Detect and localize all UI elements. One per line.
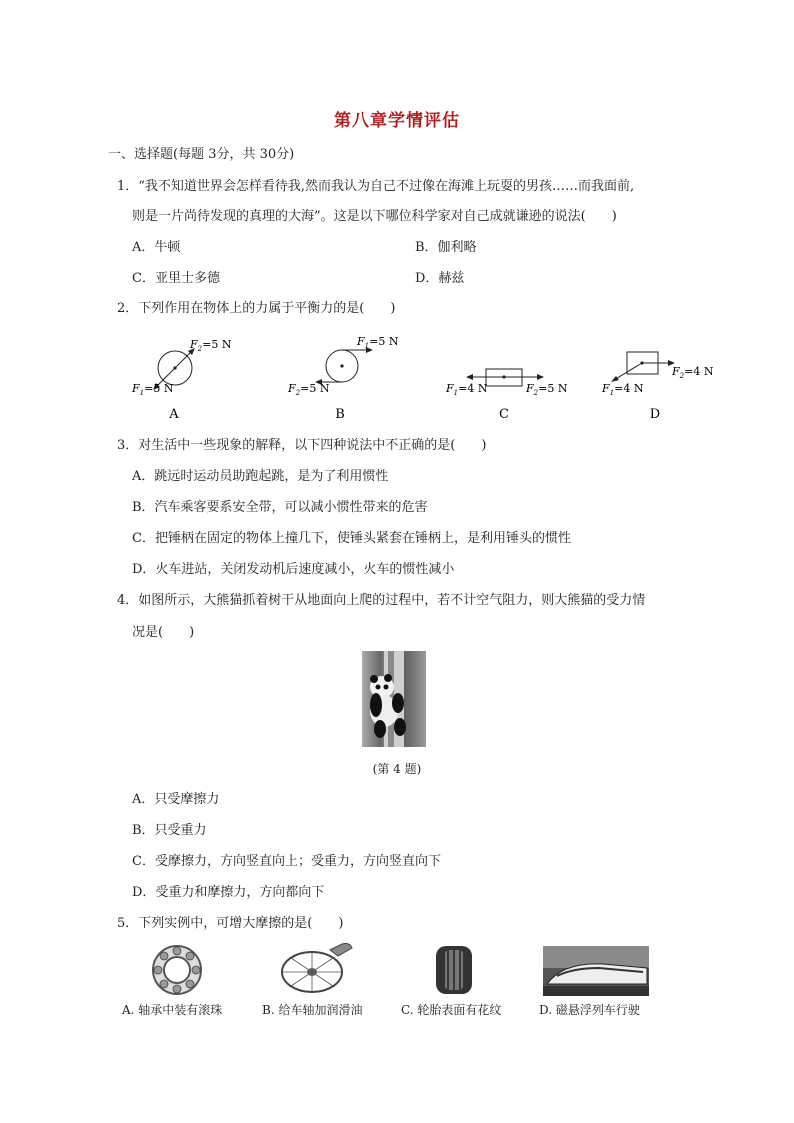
svg-text:F2=5 N (287, 382, 330, 397)
fig-b-f2-symbol: F (288, 382, 296, 395)
q1-stem-line1: 1．“我不知道世界会怎样看待我,然而我认为自己不过像在海滩上玩耍的男孩……而我面前, (117, 179, 635, 194)
fig-d-f1-value: =4 N (614, 382, 644, 395)
wheel-oiling-icon (278, 940, 360, 996)
q4-option-d: D．受重力和摩擦力，方向都向下 (132, 885, 325, 900)
fig-d-f2-symbol: F (672, 365, 680, 378)
q2-figure-d (600, 332, 715, 424)
fig-a-f1-value: =5 N (144, 382, 174, 395)
panda-icon (362, 651, 426, 747)
panda-climbing-tree-photo (362, 651, 426, 747)
svg-text:F2=5 N (525, 382, 568, 397)
fig-d-f2-sub: 2 (679, 372, 685, 380)
fig-a-f2-sub: 2 (197, 345, 203, 353)
fig-a-f2-symbol: F (190, 338, 198, 351)
page-title: 第八章学情评估 (334, 111, 460, 131)
fig-c-label: C (499, 407, 509, 422)
svg-text:F1=5 N (356, 335, 399, 350)
fig-b-label: B (335, 407, 345, 422)
fig-c-f2-symbol: F (526, 382, 534, 395)
q3-option-d: D．火车进站，关闭发动机后速度减小，火车的惯性减小 (132, 562, 455, 577)
fig-c-f1-sub: 1 (453, 389, 459, 397)
fig-a-f1-sub: 1 (139, 389, 145, 397)
fig-a-f1-symbol: F (132, 382, 140, 395)
q5-option-a: A. 轴承中装有滚珠 (122, 1003, 223, 1017)
q5-stem: 5．下列实例中，可增大摩擦的是( ) (117, 916, 344, 931)
q4-option-c: C．受摩擦力，方向竖直向上；受重力，方向竖直向下 (132, 854, 441, 869)
svg-text:F1=5 N (131, 382, 174, 397)
q2-figure-a (128, 332, 232, 424)
maglev-train-icon (543, 946, 649, 996)
q1-option-c: C．亚里士多德 (132, 271, 220, 286)
q4-option-a: A．只受摩擦力 (132, 792, 220, 807)
svg-text:F2=4 N (671, 365, 714, 380)
fig-b-f1-sub: 1 (364, 342, 370, 350)
section-heading: 一、选择题(每题 3分，共 30分) (108, 147, 295, 162)
q2-figure-b (285, 332, 399, 424)
fig-c-f1-value: =4 N (458, 382, 488, 395)
fig-b-f1-symbol: F (357, 335, 365, 348)
q1-option-b: B．伽利略 (415, 240, 477, 255)
q3-option-a: A．跳远时运动员助跑起跳，是为了利用惯性 (132, 469, 389, 484)
fig-d-f2-value: =4 N (684, 365, 714, 378)
fig-c-f1-symbol: F (446, 382, 454, 395)
q4-stem-line1: 4．如图所示，大熊猫抓着树干从地面向上爬的过程中，若不计空气阻力，则大熊猫的受力情 (117, 593, 646, 608)
q1-option-a: A．牛顿 (132, 240, 181, 255)
fig-b-f2-sub: 2 (295, 389, 301, 397)
fig-d-f1-symbol: F (602, 382, 610, 395)
q5-option-c: C. 轮胎表面有花纹 (401, 1003, 502, 1017)
q3-option-b: B．汽车乘客要系安全带，可以减小惯性带来的危害 (132, 500, 428, 515)
q4-figure-caption: (第 4 题) (372, 762, 422, 776)
tire-tread-icon (432, 944, 476, 996)
q5-option-b: B. 给车轴加润滑油 (262, 1003, 363, 1017)
fig-c-f2-sub: 2 (533, 389, 539, 397)
fig-b-f1-value: =5 N (369, 335, 399, 348)
q1-stem-line2: 则是一片尚待发现的真理的大海”。这是以下哪位科学家对自己成就谦逊的说法( ) (132, 209, 617, 224)
q4-stem-line2: 况是( ) (132, 625, 195, 640)
fig-a-label: A (169, 407, 179, 422)
q3-option-c: C．把锤柄在固定的物体上撞几下，使锤头紧套在锤柄上，是利用锤头的惯性 (132, 531, 571, 546)
q1-option-d: D．赫兹 (415, 271, 465, 286)
q2-figure-c (442, 332, 572, 424)
q4-option-b: B．只受重力 (132, 823, 207, 838)
fig-c-f2-value: =5 N (538, 382, 568, 395)
fig-d-f1-sub: 1 (609, 389, 615, 397)
svg-text:F1=4 N (601, 382, 644, 397)
bearing-icon (145, 944, 209, 996)
fig-a-f2-value: =5 N (202, 338, 232, 351)
q2-stem: 2．下列作用在物体上的力属于平衡力的是( ) (117, 301, 396, 316)
svg-text:F1=4 N (445, 382, 488, 397)
q3-stem: 3．对生活中一些现象的解释，以下四种说法中不正确的是( ) (117, 438, 487, 453)
fig-b-f2-value: =5 N (300, 382, 330, 395)
fig-d-label: D (649, 407, 661, 422)
svg-text:F2=5 N (189, 338, 232, 353)
q5-option-d: D. 磁悬浮列车行驶 (539, 1003, 640, 1017)
